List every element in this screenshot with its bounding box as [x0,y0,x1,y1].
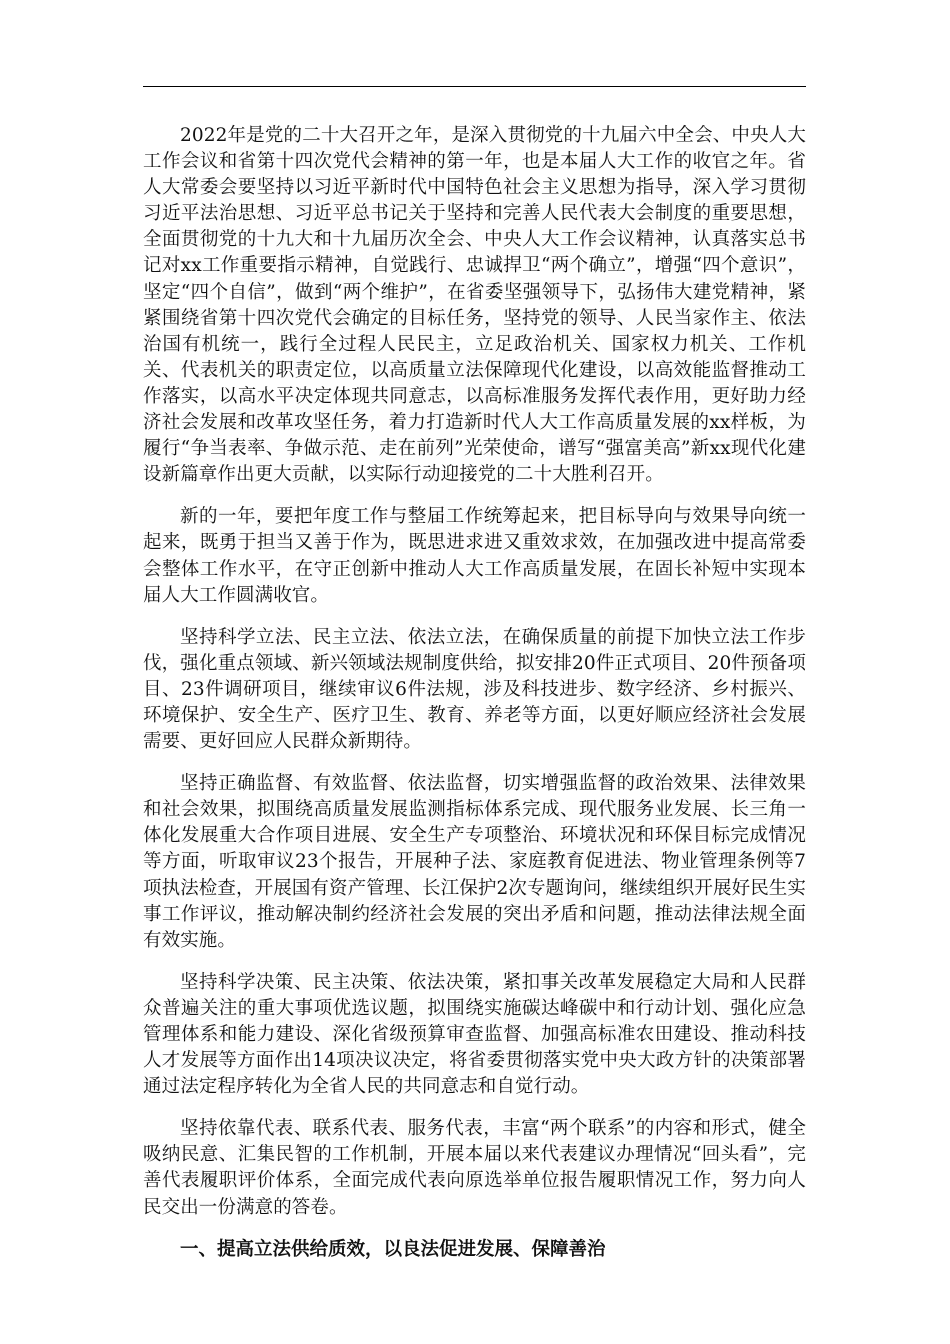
paragraph-representatives: 坚持依靠代表、联系代表、服务代表，丰富“两个联系”的内容和形式，健全吸纳民意、汇集民智的工作机制，开展本届以来代表建议办理情况“回头看”，完善代表履职评价体系，全面完成代表向原选举单位报告履职情况工作，努力向人民交出一份满意的答卷。 [143,1118,806,1218]
paragraph-intro: 2022年是党的二十大召开之年，是深入贯彻党的十九届六中全会、中央人大工作会议和省第十四次党代会精神的第一年，也是本届人大工作的收官之年。省人大常委会要坚持以习近平新时代中国特色社会主义思想为指导，深入学习贯彻习近平法治思想、习近平总书记关于坚持和完善人民代表大会制度的重要思想，全面贯彻党的十九大和十九届历次全会、中央人大工作会议精神，认真落实总书记对xx工作重要指示精神，自觉践行、忠诚捍卫“两个确立”，增强“四个意识”，坚定“四个自信”，做到“两个维护”，在省委坚强领导下，弘扬伟大建党精神，紧紧围绕省第十四次党代会确定的目标任务，坚持党的领导、人民当家作主、依法治国有机统一，践行全过程人民民主，立足政治机关、国家权力机关、工作机关、代表机关的职责定位，以高质量立法保障现代化建设，以高效能监督推动工作落实，以高水平决定体现共同意志，以高标准服务发挥代表作用，更好助力经济社会发展和改革攻坚任务，着力打造新时代人大工作高质量发展的xx样板，为履行“争当表率、争做示范、走在前列”光荣使命，谱写“强富美高”新xx现代化建设新篇章作出更大贡献，以实际行动迎接党的二十大胜利召开。 [143,125,806,486]
paragraph-new-year: 新的一年，要把年度工作与整届工作统筹起来，把目标导向与效果导向统一起来，既勇于担当又善于作为，既思进求进又重效求效，在加强改进中提高常委会整体工作水平，在守正创新中推动人大工作高质量发展，在固长补短中实现本届人大工作圆满收官。 [143,506,806,606]
document-body [143,123,806,1263]
header-rule [143,86,806,87]
paragraph-legislation: 坚持科学立法、民主立法、依法立法，在确保质量的前提下加快立法工作步伐，强化重点领域、新兴领域法规制度供给，拟安排20件正式项目、20件预备项目、23件调研项目，继续审议6件法规，涉及科技进步、数字经济、乡村振兴、环境保护、安全生产、医疗卫生、教育、养老等方面，以更好顺应经济社会发展需要、更好回应人民群众新期待。 [143,626,806,753]
section-heading: 一、提高立法供给质效，以良法促进发展、保障善治 [180,1238,606,1260]
paragraph-supervision: 坚持正确监督、有效监督、依法监督，切实增强监督的政治效果、法律效果和社会效果，拟围绕高质量发展监测指标体系完成、现代服务业发展、长三角一体化发展重大合作项目进展、安全生产专项整治、环境状况和环保目标完成情况等方面，听取审议23个报告，开展种子法、家庭教育促进法、物业管理条例等7项执法检查，开展国有资产管理、长江保护2次专题询问，继续组织开展好民生实事工作评议，推动解决制约经济社会发展的突出矛盾和问题，推动法律法规全面有效实施。 [143,773,806,951]
paragraph-decision: 坚持科学决策、民主决策、依法决策，紧扣事关改革发展稳定大局和人民群众普遍关注的重大事项优选议题，拟围绕实施碳达峰碳中和行动计划、强化应急管理体系和能力建设、深化省级预算审查监督、加强高标准农田建设、推动科技人才发展等方面作出14项决议决定，将省委贯彻落实党中央大政方针的决策部署通过法定程序转化为全省人民的共同意志和自觉行动。 [143,971,806,1098]
